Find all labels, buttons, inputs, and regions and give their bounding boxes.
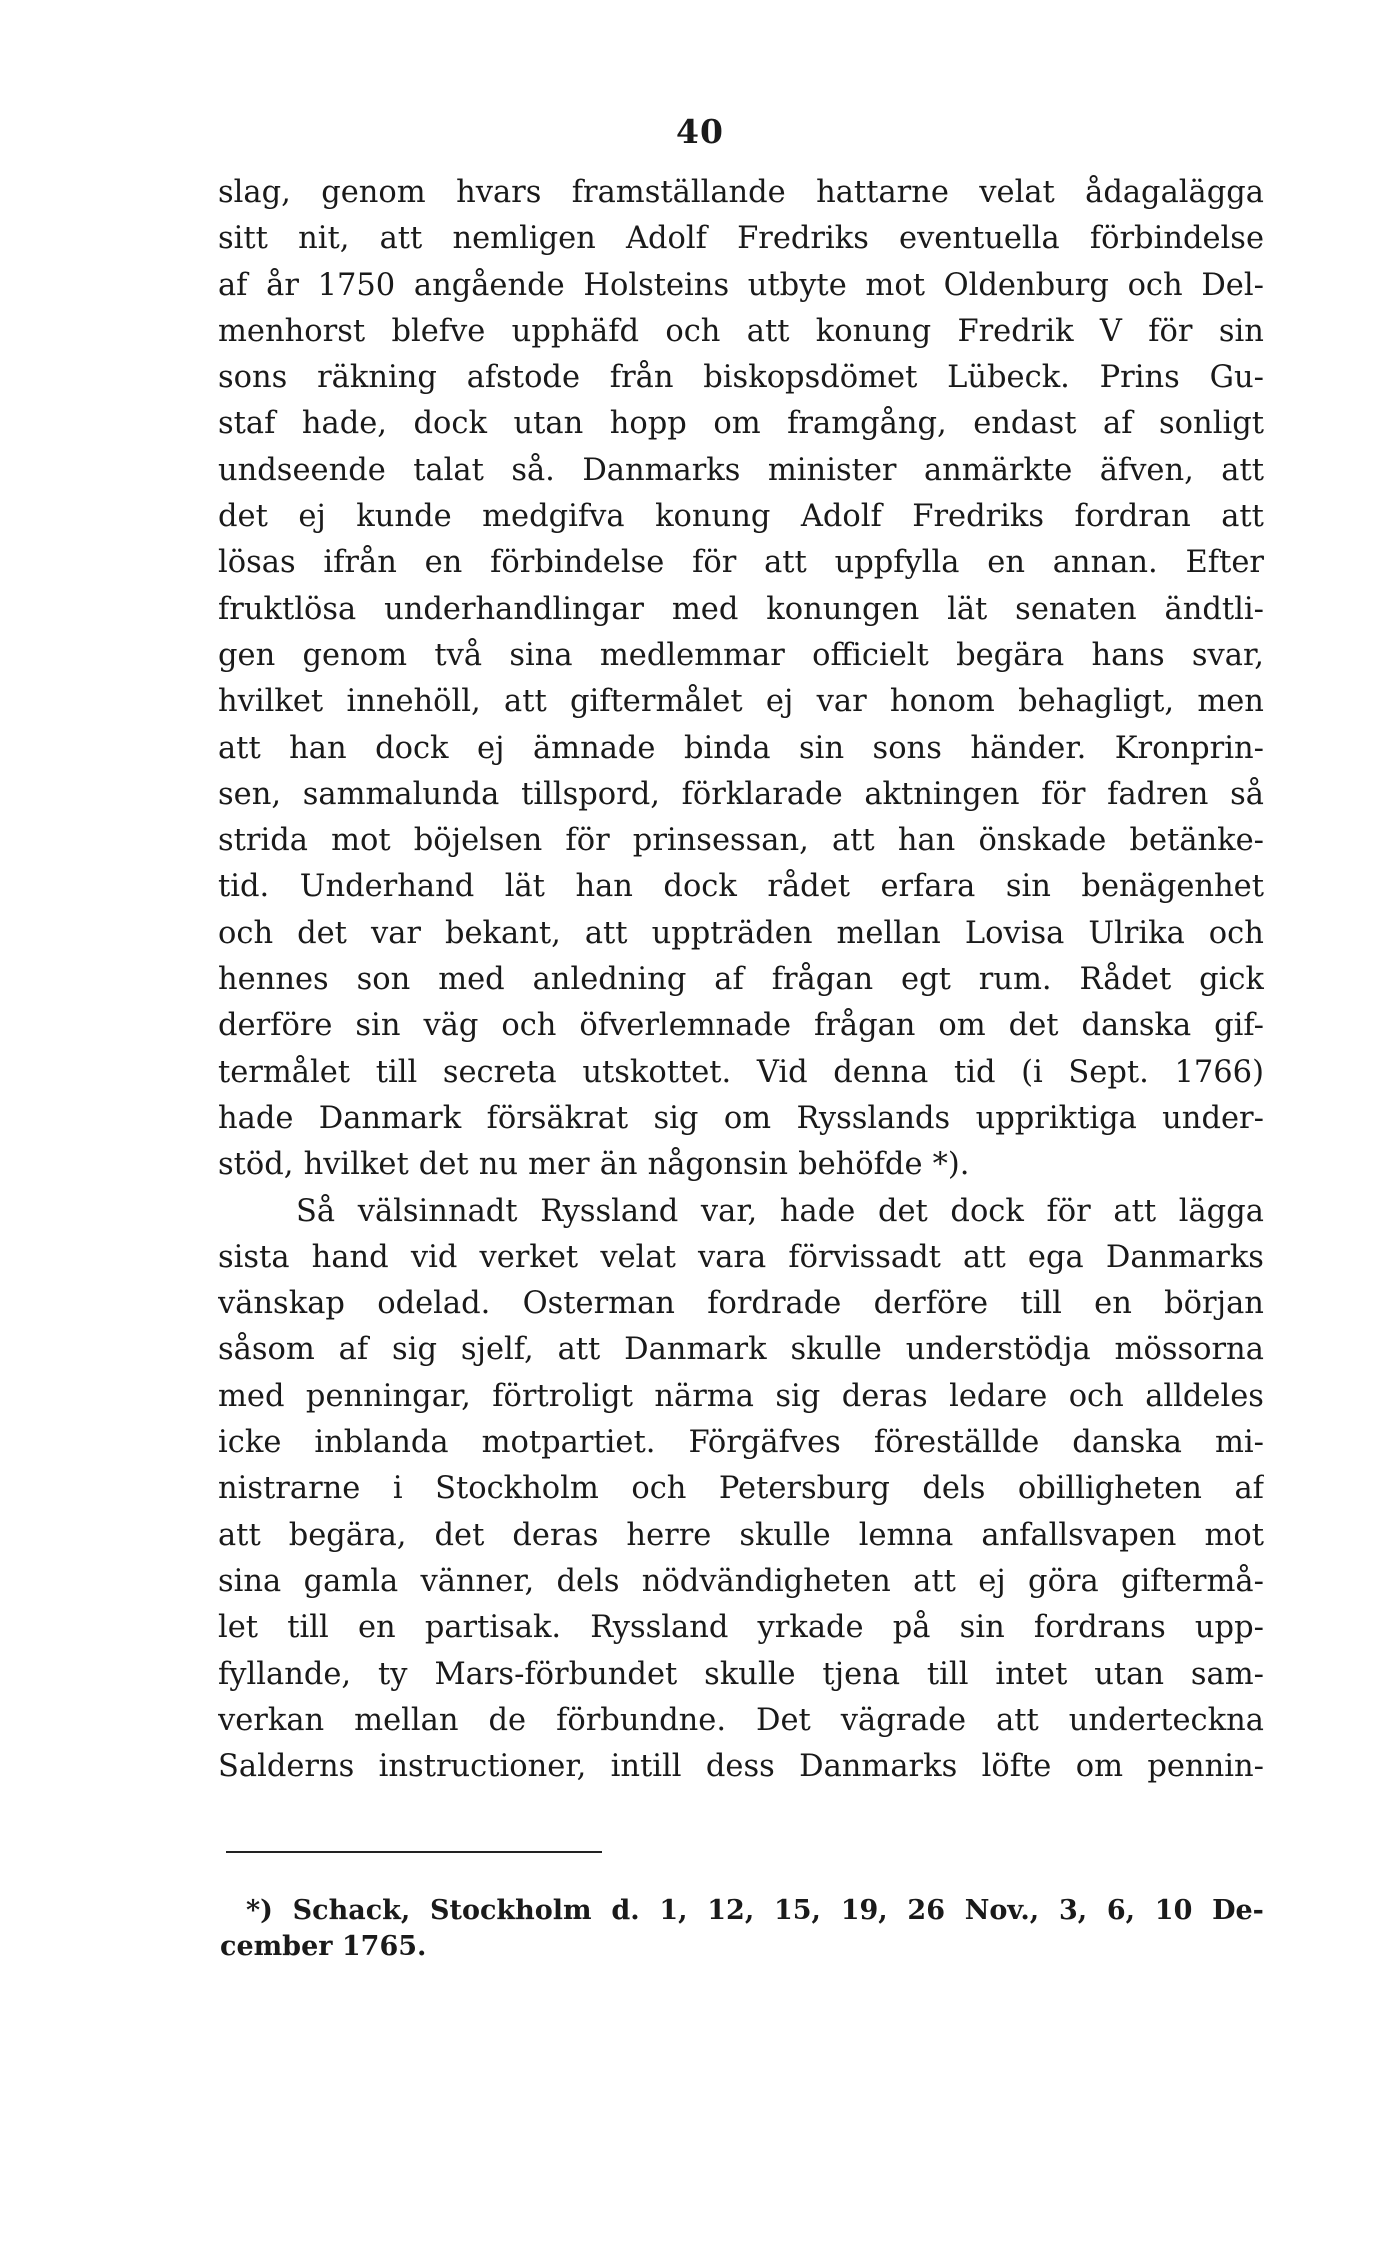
text-line: let till en partisak. Ryssland yrkade på sin fordrans upp-: [218, 1610, 1264, 1646]
text-line: nistrarne i Stockholm och Petersburg dels obilligheten af: [218, 1471, 1264, 1507]
text-line: sitt nit, att nemligen Adolf Fredriks eventuella förbindelse: [218, 221, 1264, 257]
text-line: termålet till secreta utskottet. Vid denna tid (i Sept. 1766): [218, 1054, 1264, 1090]
text-line: att han dock ej ämnade binda sin sons händer. Kronprin-: [218, 730, 1264, 766]
text-line: med penningar, förtroligt närma sig deras ledare och alldeles: [218, 1378, 1264, 1414]
text-line: af år 1750 angående Holsteins utbyte mot Oldenburg och Del-: [218, 267, 1264, 303]
footnote-divider: [226, 1851, 602, 1853]
text-line: sista hand vid verket velat vara förvissadt att ega Danmarks: [218, 1239, 1264, 1275]
text-line: staf hade, dock utan hopp om framgång, endast af sonligt: [218, 406, 1264, 442]
text-line: och det var bekant, att uppträden mellan Lovisa Ulrika och: [218, 915, 1264, 951]
text-line: sons räkning afstode från biskopsdömet Lübeck. Prins Gu-: [218, 360, 1264, 396]
text-line: hennes son med anledning af frågan egt rum. Rådet gick: [218, 962, 1264, 998]
text-line: gen genom två sina medlemmar officielt begära hans svar,: [218, 637, 1264, 673]
text-line: sen, sammalunda tillspord, förklarade aktningen för fadren så: [218, 776, 1264, 812]
text-line: tid. Underhand lät han dock rådet erfara sin benägenhet: [218, 869, 1264, 905]
text-line: icke inblanda motpartiet. Förgäfves föreställde danska mi-: [218, 1425, 1264, 1461]
text-line: att begära, det deras herre skulle lemna anfallsvapen mot: [218, 1517, 1264, 1553]
page-number: 40: [676, 112, 724, 151]
text-line: fyllande, ty Mars-förbundet skulle tjena till intet utan sam-: [218, 1656, 1264, 1692]
text-line: menhorst blefve upphäfd och att konung Fredrik V för sin: [218, 313, 1264, 349]
body-text: [218, 170, 1264, 1790]
text-line: sina gamla vänner, dels nödvändigheten att ej göra giftermå-: [218, 1563, 1264, 1599]
footnote: [220, 1893, 1264, 1965]
footnote-line: cember 1765.: [220, 1931, 427, 1962]
text-line: det ej kunde medgifva konung Adolf Fredriks fordran att: [218, 499, 1264, 535]
text-line: lösas ifrån en förbindelse för att uppfylla en annan. Efter: [218, 545, 1264, 581]
footnote-line: *) Schack, Stockholm d. 1, 12, 15, 19, 26 Nov., 3, 6, 10 De-: [246, 1895, 1264, 1926]
text-line: slag, genom hvars framställande hattarne velat ådagalägga: [218, 175, 1264, 210]
text-line: fruktlösa underhandlingar med konungen lät senaten ändtli-: [218, 591, 1264, 627]
text-line: Så välsinnadt Ryssland var, hade det dock för att lägga: [296, 1193, 1264, 1229]
text-line: Salderns instructioner, intill dess Danmarks löfte om pennin-: [218, 1749, 1264, 1785]
text-line: strida mot böjelsen för prinsessan, att han önskade betänke-: [218, 823, 1264, 859]
text-line: derföre sin väg och öfverlemnade frågan om det danska gif-: [218, 1008, 1264, 1044]
text-line: stöd, hvilket det nu mer än någonsin behöfde *).: [218, 1147, 970, 1183]
text-line: verkan mellan de förbundne. Det vägrade att underteckna: [218, 1702, 1264, 1738]
text-line: hade Danmark försäkrat sig om Rysslands uppriktiga under-: [218, 1100, 1264, 1136]
text-line: undseende talat så. Danmarks minister anmärkte äfven, att: [218, 452, 1264, 488]
text-line: vänskap odelad. Osterman fordrade derföre till en början: [218, 1286, 1264, 1322]
text-line: hvilket innehöll, att giftermålet ej var honom behagligt, men: [218, 684, 1264, 720]
text-line: såsom af sig sjelf, att Danmark skulle understödja mössorna: [218, 1332, 1264, 1368]
